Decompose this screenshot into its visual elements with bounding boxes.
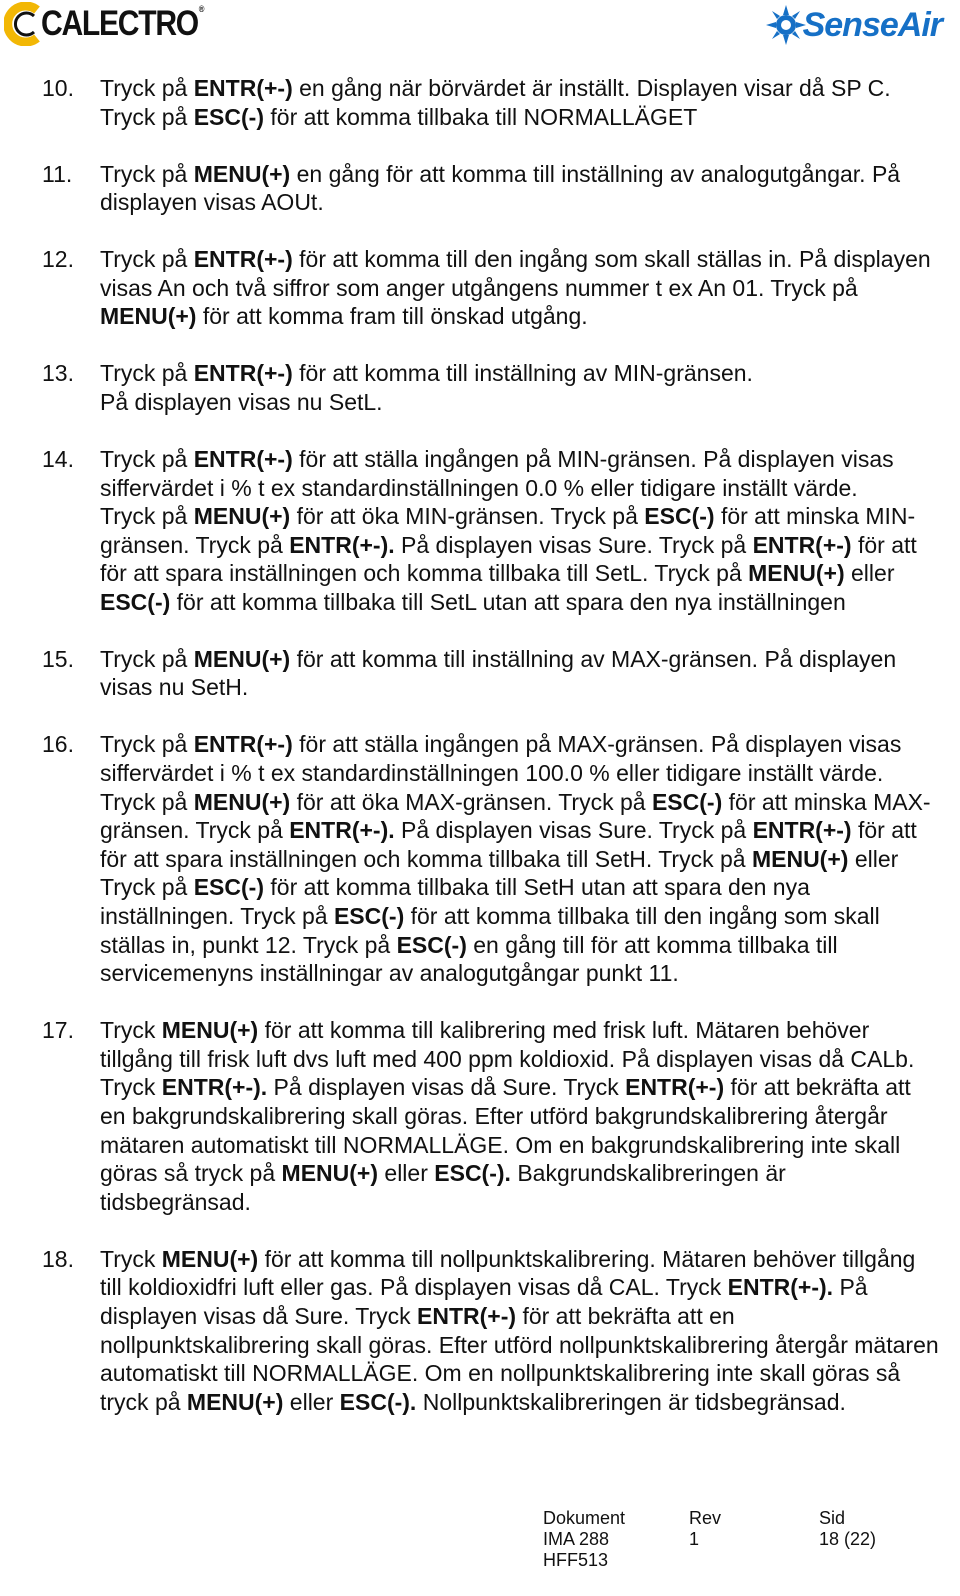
- list-item: [42, 74, 942, 131]
- key-command: MENU(+): [751, 845, 849, 872]
- text-segment: Tryck på: [100, 360, 194, 387]
- text-segment: för att komma till kalibrering med frisk luft. Mätaren behöver tillgång till frisk luft dvs luft med 400 ppm koldioxid. På displayen visas då CALb. Tryck: [100, 1017, 915, 1101]
- list-item: [42, 1245, 942, 1417]
- text-segment: för att komma till den ingång som skall ställas in. På displayen visas An och två siffror som anger utgångens nummer t ex An 01. Tryck på: [100, 246, 931, 301]
- list-item: [42, 730, 942, 987]
- key-command: ENTR(+-): [193, 445, 293, 472]
- key-command: MENU(+): [193, 160, 291, 187]
- item-text: [100, 1245, 942, 1417]
- key-command: MENU(+): [748, 560, 845, 587]
- text-segment: eller: [378, 1160, 435, 1187]
- text-segment: för att komma till inställning av MIN-gränsen.: [292, 360, 753, 387]
- item-number: 15.: [42, 645, 74, 672]
- list-item: [42, 445, 942, 617]
- text-segment: för att komma till nollpunktskalibrering. Mätaren behöver tillgång till koldioxidfri luft eller gas. På displayen visas då CAL. Tryck: [100, 1245, 916, 1301]
- text-segment: för att bekräfta att en bakgrundskalibrering skall göras. Efter utförd bakgrundskalibrering återgår mätaren automatiskt till NORMALLÄGE. Om en bakgrundskalibrering inte skall göras så tryck på: [100, 1074, 911, 1187]
- text-segment: eller Tryck på: [100, 845, 899, 901]
- list-item: [42, 359, 942, 416]
- key-command: ESC(-).: [339, 1388, 417, 1415]
- item-text: [100, 160, 942, 217]
- text-segment: för att komma till inställning av MAX-gränsen. På displayen visas nu SetH.: [100, 645, 897, 701]
- footer-rev-value: 1: [689, 1529, 700, 1549]
- text-segment: för att minska MIN-gränsen. Tryck på: [100, 503, 916, 558]
- item-text: [100, 245, 942, 331]
- key-command: ESC(-): [651, 788, 723, 815]
- text-segment: för att ställa ingången på MAX-gränsen. På displayen visas siffervärdet i % t ex standardinställningen 100.0 % eller tidigare inställt värde. Tryck på: [100, 731, 902, 815]
- key-command: ENTR(+-): [193, 360, 293, 387]
- key-command: MENU(+): [193, 503, 291, 530]
- key-command: ENTR(+-): [752, 817, 852, 844]
- text-segment: Bakgrundskalibreringen är tidsbegränsad.: [100, 1160, 786, 1215]
- text-segment: På displayen visas då Sure. Tryck: [100, 1274, 868, 1329]
- senseair-sun-icon: [765, 4, 807, 46]
- text-segment: en gång för att komma till inställning av analogutgångar. På displayen visas AOUt.: [100, 160, 901, 216]
- text-segment: för att bekräfta att en nollpunktskalibrering skall göras. Efter utförd nollpunktskalibrering återgår mätaren automatiskt till NORMALLÄGE. Om en nollpunktskalibrering inte skall göras så tryck på: [100, 1302, 939, 1415]
- item-number: 18.: [42, 1245, 74, 1272]
- text-segment: för att öka MIN-gränsen. Tryck på: [290, 503, 645, 530]
- item-number: 16.: [42, 731, 74, 758]
- text-segment: Tryck på: [100, 645, 194, 672]
- text-segment: Tryck på: [100, 246, 194, 273]
- footer-dokument-label: Dokument: [543, 1508, 626, 1528]
- key-command: MENU(+): [100, 303, 197, 330]
- key-command: MENU(+): [281, 1160, 379, 1187]
- item-text: [100, 645, 942, 702]
- footer-sid-value: 18 (22): [819, 1529, 877, 1549]
- key-command: ENTR(+-).: [289, 817, 395, 844]
- text-segment: Tryck på: [100, 75, 194, 101]
- key-command: MENU(+): [186, 1388, 284, 1415]
- text-segment: för att komma tillbaka till NORMALLÄGET: [264, 103, 698, 130]
- item-number: 12.: [42, 246, 74, 273]
- key-command: ESC(-): [100, 588, 171, 615]
- text-segment: Tryck på: [100, 503, 194, 530]
- key-command: ENTR(+-): [193, 75, 293, 101]
- footer-rev: [689, 1508, 721, 1550]
- footer-dokument-value-2: HFF513: [543, 1550, 609, 1570]
- item-number: 17.: [42, 1017, 74, 1044]
- footer-sid: [819, 1508, 876, 1550]
- text-segment: för att öka MAX-gränsen. Tryck på: [290, 788, 652, 815]
- text-segment: Nollpunktskalibreringen är tidsbegränsad.: [416, 1388, 846, 1415]
- key-command: ESC(-): [193, 103, 264, 130]
- text-segment: för att minska MAX-gränsen. Tryck på: [100, 788, 931, 844]
- key-command: MENU(+): [193, 645, 291, 672]
- list-item: [42, 245, 942, 331]
- text-segment: Tryck: [100, 1245, 162, 1272]
- key-command: MENU(+): [161, 1245, 259, 1272]
- text-segment: På displayen visas nu SetL.: [100, 388, 383, 415]
- key-command: ENTR(+-): [193, 731, 293, 758]
- text-segment: På displayen visas då Sure. Tryck: [267, 1074, 626, 1101]
- senseair-logo: [765, 4, 942, 46]
- key-command: MENU(+): [193, 788, 291, 815]
- senseair-logo-text: SenseAir: [802, 5, 942, 44]
- text-segment: På displayen visas Sure. Tryck på: [394, 531, 753, 558]
- text-segment: en gång när börvärdet är inställt. Displayen visar då SP C. Tryck på: [100, 75, 891, 130]
- key-command: ESC(-).: [434, 1160, 511, 1187]
- text-segment: Tryck på: [100, 445, 194, 472]
- footer-rev-label: Rev: [689, 1508, 722, 1528]
- footer-dokument-value: IMA 288: [543, 1529, 610, 1549]
- key-command: ESC(-): [193, 874, 264, 901]
- item-text: [100, 730, 942, 987]
- item-number: 14.: [42, 445, 74, 472]
- item-text: [100, 74, 942, 131]
- key-command: ENTR(+-).: [161, 1074, 268, 1101]
- footer-sid-label: Sid: [819, 1508, 846, 1528]
- key-command: ENTR(+-): [752, 531, 852, 558]
- footer-dokument: [543, 1508, 625, 1571]
- list-item: [42, 1016, 942, 1216]
- item-number: 10.: [42, 75, 74, 101]
- key-command: ENTR(+-): [417, 1302, 517, 1329]
- text-segment: för att komma tillbaka till SetL utan att spara den nya inställningen: [170, 588, 846, 615]
- item-text: [100, 445, 942, 617]
- text-segment: På displayen visas Sure. Tryck på: [394, 817, 753, 844]
- text-segment: för att komma fram till önskad utgång.: [196, 303, 588, 330]
- item-text: [100, 1016, 942, 1216]
- key-command: ESC(-): [333, 903, 405, 929]
- text-segment: Tryck på: [100, 160, 194, 187]
- key-command: ENTR(+-).: [289, 531, 395, 558]
- text-segment: Tryck: [100, 1017, 162, 1044]
- key-command: ENTR(+-).: [727, 1274, 834, 1301]
- instruction-list: [42, 74, 942, 1445]
- text-segment: en gång till för att komma tillbaka till servicemenyns inställningar av analogutgångar punkt 11.: [100, 931, 838, 987]
- text-segment: för att för att spara inställningen och komma tillbaka till SetL. Tryck på: [100, 531, 917, 587]
- text-segment: för att ställa ingången på MIN-gränsen. På displayen visas siffervärdet i % t ex standardinställningen 0.0 % eller tidigare inställt värde.: [100, 445, 894, 501]
- text-segment: eller: [844, 560, 895, 587]
- text-segment: för att komma tillbaka till den ingång som skall ställas in, punkt 12. Tryck på: [100, 903, 880, 958]
- text-segment: eller: [283, 1388, 340, 1415]
- item-text: [100, 359, 942, 416]
- item-number: 13.: [42, 360, 74, 387]
- key-command: ESC(-): [396, 931, 467, 958]
- list-item: [42, 160, 942, 217]
- text-segment: för att för att spara inställningen och komma tillbaka till SetH. Tryck på: [100, 817, 917, 872]
- calectro-c-icon: [4, 2, 44, 46]
- calectro-logo: [4, 2, 230, 46]
- list-item: [42, 645, 942, 702]
- key-command: ENTR(+-): [625, 1074, 725, 1101]
- text-segment: Tryck på: [100, 731, 194, 758]
- calectro-logo-text: CALECTRO®: [41, 4, 204, 43]
- key-command: ESC(-): [644, 503, 715, 530]
- key-command: MENU(+): [161, 1017, 259, 1044]
- page-header: [0, 0, 960, 56]
- text-segment: för att komma tillbaka till SetH utan att spara den nya inställningen. Tryck på: [100, 874, 810, 929]
- key-command: ENTR(+-): [193, 246, 293, 273]
- item-number: 11.: [42, 160, 73, 187]
